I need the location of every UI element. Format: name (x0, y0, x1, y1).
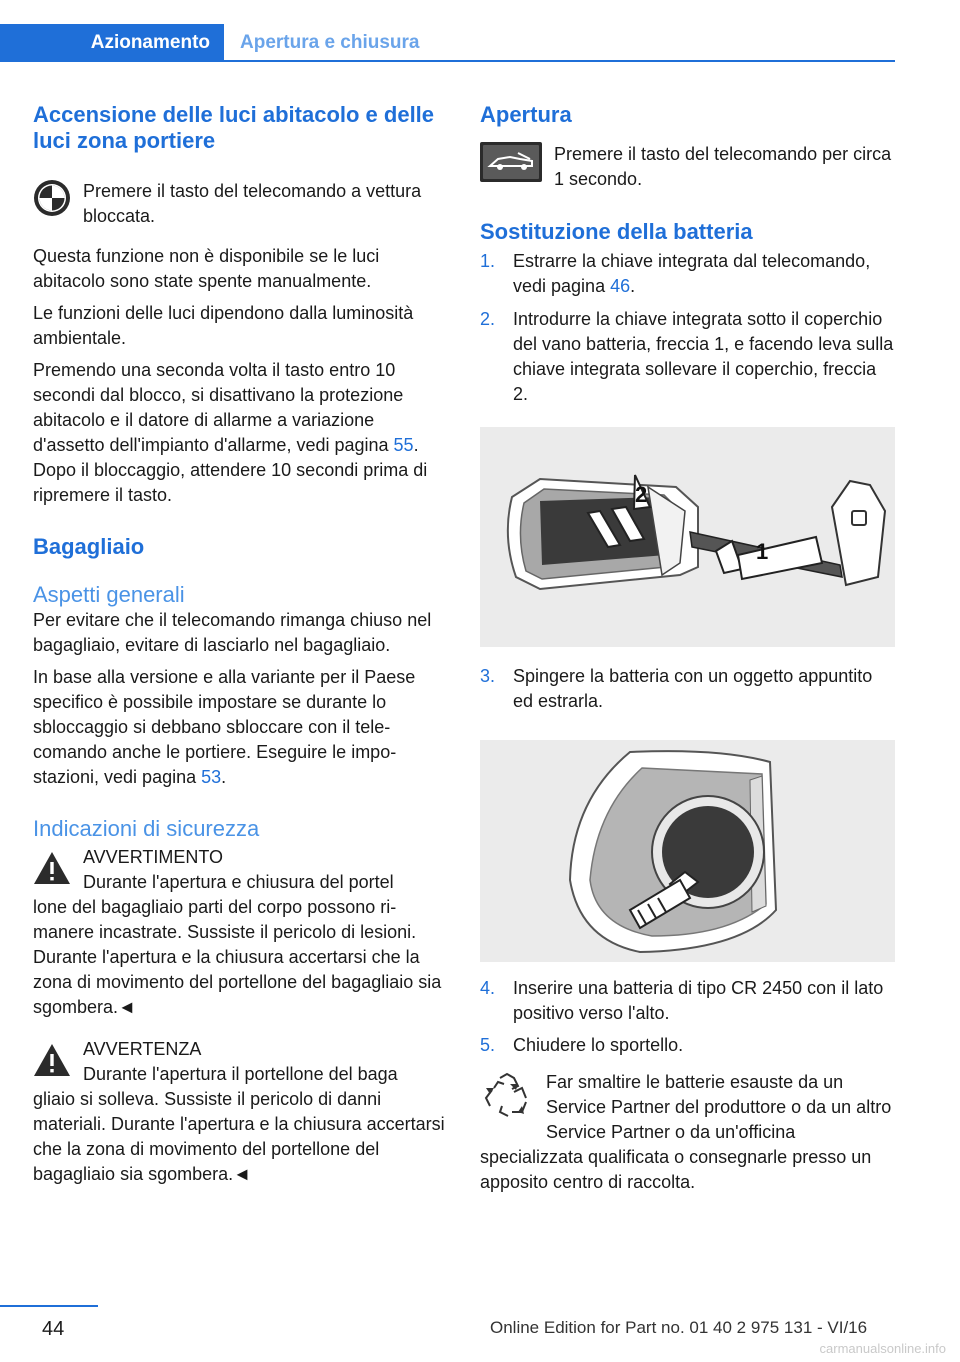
recycle-text-rest: specializzata qualificata o consegnarle presso un apposito centro di raccolta. (480, 1147, 872, 1192)
page-header (0, 0, 895, 62)
warning-1-first-line: Durante l'apertura e chiusura del portel (83, 872, 394, 892)
recycling-note (480, 1070, 895, 1195)
sicurezza-heading: Indicazioni di sicurezza (33, 816, 260, 841)
warning-avvertenza (33, 1037, 445, 1187)
warning-2-body: gliaio si solleva. Sussiste il pericolo di danni materiali. Durante l'apertura e la chiusura accertarsi che la zona di movimento del portellone del bagagliaio sia sgombera.◄ (33, 1089, 445, 1184)
page-link-46[interactable]: 46 (610, 276, 631, 296)
battery-steps-continued (480, 664, 895, 714)
section-tab-azionamento[interactable]: Azionamento (0, 24, 224, 61)
luci-key-text: Premere il tasto del telecomando a vettura bloccata. (83, 181, 422, 226)
battery-figure (480, 740, 895, 962)
bagagliaio-paragraph-2: In base alla versione e alla variante per il Paese specifico è possibile impostare se durante lo sbloccaggio si debbano sbloccare con il telecomando anche le portiere. Eseguire le impostazioni, vedi pagina 53. (33, 667, 416, 787)
edition-text: Online Edition for Part no. 01 40 2 975 131 - VI/16 (490, 1318, 868, 1337)
recycle-icon (480, 1070, 546, 1145)
list-item: 1. Estrarre la chiave integrata dal telecomando, vedi pagina 46. (480, 251, 871, 296)
warning-2-title: AVVERTENZA (83, 1039, 202, 1059)
right-column (480, 102, 895, 1195)
page-number: 44 (42, 1318, 65, 1340)
watermark: carmanualsonline.info (819, 1341, 946, 1356)
arrow-1-label: 1 (756, 539, 769, 564)
page-link-55[interactable]: 55 (393, 435, 414, 455)
list-item: 2. Introdurre la chiave integrata sotto il coperchio del vano batteria, freccia 1, e facendo leva sulla chiave integrata sollevare il coperchio, freccia 2. (480, 309, 894, 404)
apertura-heading: Apertura (480, 102, 572, 127)
luci-paragraph-1: Questa funzione non è disponibile se le luci abitacolo sono state spente manualmente. (33, 246, 380, 291)
warning-avvertimento (33, 845, 445, 1020)
luci-heading: Accensione delle luci abitacolo e delle luci zona portiere (33, 102, 435, 153)
warning-triangle-icon (33, 851, 71, 885)
warning-triangle-icon (33, 1043, 71, 1077)
warning-2-first-line: Durante l'apertura il portellone del baga (83, 1064, 398, 1084)
footer-rule (0, 1305, 98, 1307)
luci-paragraph-2: Le funzioni delle luci dipendono dalla luminosità ambientale. (33, 303, 414, 348)
list-item: 4. Inserire una batteria di tipo CR 2450 con il lato positivo verso l'alto. (480, 978, 884, 1023)
bmw-key-icon (33, 179, 83, 222)
recycle-text-first: Far smaltire le batterie esauste da un Service Partner del produttore o da un altro Service Partner o da un'officina (546, 1072, 892, 1142)
list-item: 5. Chiudere lo sportello. (480, 1035, 684, 1055)
arrow-2-label: 2 (635, 482, 648, 507)
bagagliaio-paragraph-1: Per evitare che il telecomando rimanga chiuso nel bagagliaio, evitare di lasciarlo nel bagagliaio. (33, 610, 432, 655)
aspetti-generali-heading: Aspetti generali (33, 582, 185, 607)
battery-illustration (480, 740, 895, 962)
key-illustration (480, 427, 895, 647)
page-link-53[interactable]: 53 (201, 767, 222, 787)
section-tab-apertura-chiusura[interactable]: Apertura e chiusura (240, 31, 420, 53)
warning-1-title: AVVERTIMENTO (83, 847, 224, 867)
trunk-button-icon (480, 142, 554, 187)
warning-1-body: lone del bagagliaio parti del corpo possono rimanere incastrate. Sussiste il pericolo di lesioni. Durante l'apertura e la chiusura accertarsi che la zona di movimento del portellone del bagagliaio sia sgombera.◄ (33, 897, 442, 1017)
luci-paragraph-3: Premendo una seconda volta il tasto entro 10 secondi dal blocco, si disattivano la protezione abitacolo e il datore di allarme a variazione d'assetto dell'impianto d'allarme, vedi pagina 55. Dopo il bloccaggio, attendere 10 secondi prima di ripremere il tasto. (33, 360, 428, 505)
header-rule (0, 60, 895, 62)
left-column (33, 102, 445, 1187)
bagagliaio-heading: Bagagliaio (33, 534, 145, 559)
batteria-heading: Sostituzione della batteria (480, 219, 753, 244)
apertura-instruction (480, 142, 895, 192)
key-open-figure (480, 427, 895, 647)
luci-key-instruction (33, 179, 445, 229)
battery-steps (480, 249, 895, 407)
apertura-text: Premere il tasto del telecomando per circa 1 secondo. (554, 144, 892, 189)
battery-steps-final (480, 976, 895, 1058)
list-item: 3. Spingere la batteria con un oggetto appuntito ed estrarla. (480, 666, 873, 711)
